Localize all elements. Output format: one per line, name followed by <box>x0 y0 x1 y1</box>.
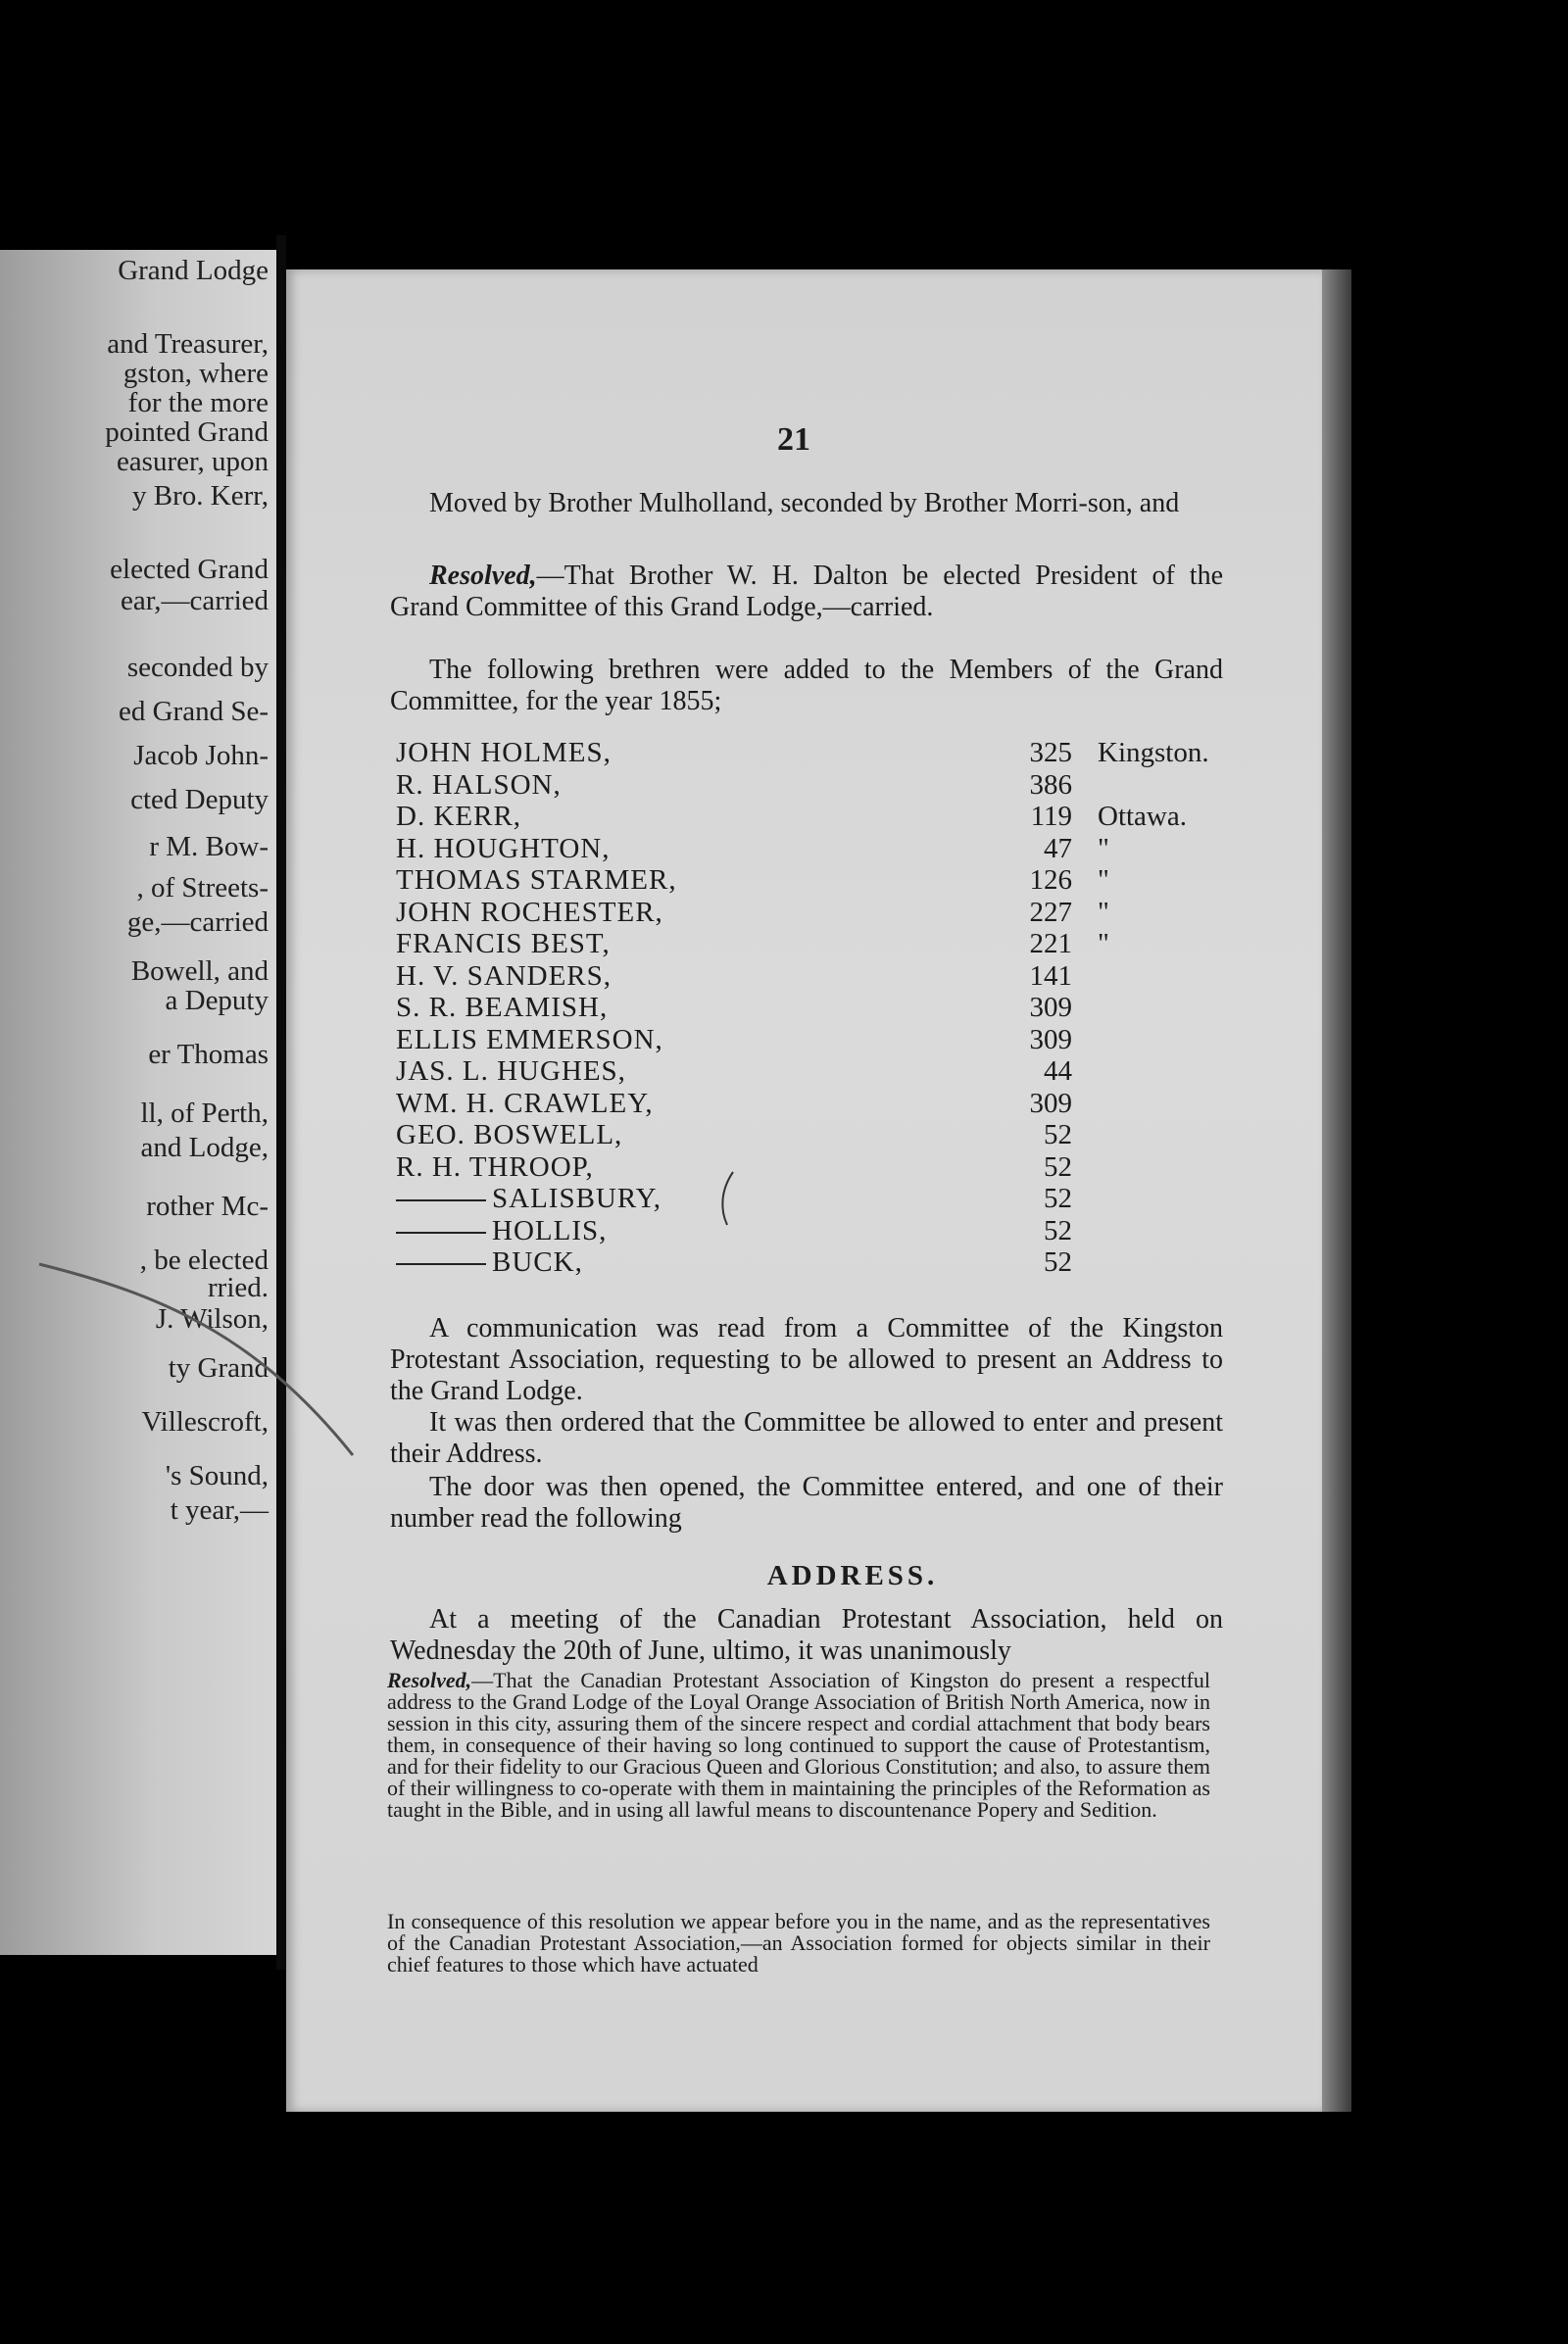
member-name: JAS. L. HUGHES, <box>396 1055 626 1087</box>
brethren-row <box>396 737 1219 769</box>
lodge-number: 52 <box>1044 1150 1072 1183</box>
paragraph-moved <box>390 488 1223 519</box>
lodge-number: 309 <box>1029 992 1072 1023</box>
small-resolved-text: —That the Canadian Protestant Association of Kingston do present a respectful address to the Grand Lodge of the Loyal Orange Association of British North America, now in session in this city, assuring them of the sincere respect and cordial attachment that body bears them, in consequence of their having so long continued to support the cause of Protestantism, and for their fidelity to our Gracious Queen and Glorious Constitution; and also, to assure them of their willingness to co-operate with them in maintaining the principles of the Reformation as taught in the Bible, and in using all lawful means to discountenance Popery and Sedition. <box>387 1668 1210 1822</box>
member-name: S. R. BEAMISH, <box>396 992 609 1023</box>
following-text: The following brethren were added to the Members of the Grand Committee, for the year 1855; <box>390 655 1223 716</box>
resolved-label: Resolved, <box>429 561 537 591</box>
moved-text: Moved by Brother Mulholland, seconded by Brother Morri-son, and <box>429 488 1180 518</box>
member-name: H. V. SANDERS, <box>396 959 612 992</box>
lodge-number: 221 <box>1029 928 1072 959</box>
left-page-line: easurer, upon <box>116 446 269 477</box>
ordered-text: It was then ordered that the Committee be allowed to enter and present their Address. <box>390 1407 1223 1469</box>
left-page-line: Villescroft, <box>141 1406 269 1438</box>
left-page-line: er Thomas <box>148 1039 269 1070</box>
left-page-line: ear,—carried <box>121 585 269 616</box>
member-place: " <box>1098 864 1109 896</box>
lodge-number: 52 <box>1044 1246 1072 1278</box>
member-name: THOMAS STARMER, <box>396 864 677 896</box>
lodge-number: 44 <box>1044 1055 1072 1087</box>
page-gutter <box>276 235 286 1970</box>
member-place: " <box>1098 896 1109 928</box>
brethren-row <box>396 1088 1219 1120</box>
paragraph-communication <box>390 1313 1223 1407</box>
left-page-line: ed Grand Se- <box>118 696 269 727</box>
small-resolved-paragraph <box>387 1670 1210 1821</box>
lodge-number: 126 <box>1029 864 1072 896</box>
left-page-line: seconded by <box>126 652 269 683</box>
lodge-number: 52 <box>1044 1183 1072 1214</box>
lodge-number: 227 <box>1029 896 1072 928</box>
lodge-number: 325 <box>1029 737 1072 768</box>
member-name: JOHN ROCHESTER, <box>396 896 663 928</box>
paragraph-door <box>390 1472 1223 1535</box>
paragraph-following <box>390 655 1223 717</box>
left-page-line: cted Deputy <box>130 784 269 815</box>
left-page-line: t year,— <box>170 1494 269 1526</box>
member-name: ELLIS EMMERSON, <box>396 1023 663 1055</box>
left-page-line: and Treasurer, <box>107 328 269 360</box>
member-place: Ottawa. <box>1098 801 1187 832</box>
left-page-line: gston, where <box>122 358 269 389</box>
lodge-number: 386 <box>1029 768 1072 801</box>
paragraph-resolved <box>390 561 1223 623</box>
brethren-row <box>396 960 1219 993</box>
left-facing-page <box>0 250 276 1955</box>
left-page-line: and Lodge, <box>140 1132 269 1163</box>
brethren-row <box>396 992 1219 1024</box>
member-name: SALISBURY, <box>396 1183 662 1214</box>
left-page-line: for the more <box>127 387 269 418</box>
member-name: H. HOUGHTON, <box>396 832 611 864</box>
brethren-row <box>396 897 1219 929</box>
left-page-line: , be elected <box>139 1245 269 1276</box>
meeting-text: At a meeting of the Canadian Protestant Association, held on Wednesday the 20th of June, ultimo, it was unanimously <box>390 1604 1223 1666</box>
brethren-list <box>396 737 1219 1279</box>
member-name: GEO. BOSWELL, <box>396 1119 623 1150</box>
lodge-number: 47 <box>1044 832 1072 864</box>
member-name: BUCK, <box>396 1246 583 1278</box>
left-page-line: Jacob John- <box>133 740 269 771</box>
lodge-number: 52 <box>1044 1119 1072 1150</box>
door-text: The door was then opened, the Committee entered, and one of their number read the following <box>390 1472 1223 1534</box>
brethren-row <box>396 769 1219 802</box>
member-name: R. H. THROOP, <box>396 1150 594 1183</box>
left-page-line: rother Mc- <box>146 1191 269 1222</box>
left-page-line: r M. Bow- <box>149 831 269 862</box>
member-name: WM. H. CRAWLEY, <box>396 1087 654 1119</box>
member-place: Kingston. <box>1098 737 1209 768</box>
paragraph-meeting <box>390 1604 1223 1667</box>
member-name: HOLLIS, <box>396 1215 607 1246</box>
left-page-line: Grand Lodge <box>118 255 269 286</box>
lodge-number: 141 <box>1029 959 1072 992</box>
brethren-row <box>396 1215 1219 1247</box>
address-heading: ADDRESS. <box>766 1560 939 1591</box>
lodge-number: 119 <box>1030 801 1072 832</box>
brethren-row <box>396 1183 1219 1215</box>
communication-text: A communication was read from a Committee of the Kingston Protestant Association, requesting to be allowed to present an Address to the Grand Lodge. <box>390 1313 1223 1406</box>
left-page-line: ge,—carried <box>126 906 269 938</box>
small-consequence-text: In consequence of this resolution we appear before you in the name, and as the representatives of the Canadian Protestant Association,—an Association formed for objects similar in their chief features to those which have actuated <box>387 1909 1210 1977</box>
brethren-row <box>396 1024 1219 1056</box>
member-name: R. HALSON, <box>396 768 562 801</box>
small-consequence-paragraph <box>387 1911 1210 1976</box>
member-place: " <box>1098 832 1109 864</box>
left-page-line: ty Grand <box>168 1352 269 1384</box>
brethren-row <box>396 928 1219 960</box>
brethren-row <box>396 1055 1219 1088</box>
member-name: FRANCIS BEST, <box>396 928 611 959</box>
page-number: 21 <box>777 421 810 458</box>
resolved-text: —That Brother W. H. Dalton be elected President of the Grand Committee of this Grand Lodge,—carried. <box>390 561 1223 622</box>
brethren-row <box>396 801 1219 833</box>
lodge-number: 309 <box>1029 1023 1072 1055</box>
left-page-line: elected Grand <box>110 554 269 585</box>
left-page-line: a Deputy <box>165 985 269 1016</box>
member-name: D. KERR, <box>396 801 522 832</box>
page-edge-shadow <box>1322 269 1351 2112</box>
small-resolved-label: Resolved, <box>387 1668 472 1692</box>
brethren-row <box>396 864 1219 897</box>
brethren-row <box>396 1119 1219 1151</box>
left-page-line: pointed Grand <box>105 416 269 448</box>
lodge-number: 52 <box>1044 1214 1072 1246</box>
lodge-number: 309 <box>1029 1087 1072 1119</box>
paragraph-ordered <box>390 1407 1223 1470</box>
brethren-row <box>396 833 1219 865</box>
left-page-line: ll, of Perth, <box>140 1098 269 1129</box>
left-page-line: Bowell, and <box>130 955 269 987</box>
left-page-line: , of Streets- <box>136 872 269 903</box>
left-page-line: J. Wilson, <box>155 1303 269 1335</box>
member-place: " <box>1098 928 1109 959</box>
left-page-line: rried. <box>208 1272 269 1303</box>
brethren-row <box>396 1151 1219 1184</box>
left-page-line: 's Sound, <box>165 1460 269 1491</box>
brethren-row <box>396 1246 1219 1279</box>
member-name: JOHN HOLMES, <box>396 737 612 768</box>
left-page-line: y Bro. Kerr, <box>132 480 269 512</box>
